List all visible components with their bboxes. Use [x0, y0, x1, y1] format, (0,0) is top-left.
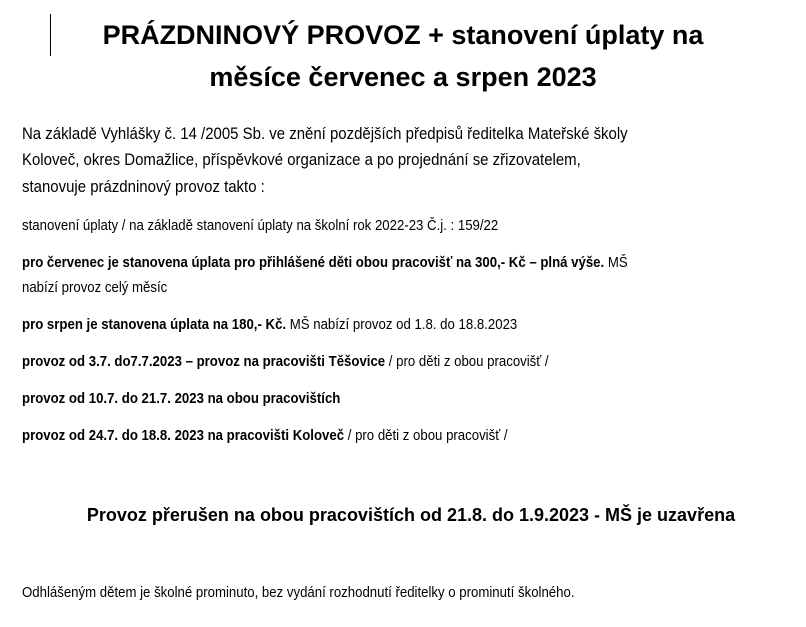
july-fee: [22, 254, 628, 271]
closure-notice: Provoz přerušen na obou pracovištích od 21.8. do 1.9.2023 - MŠ je uzavřena: [86, 505, 736, 525]
schedule-item-3-note: / pro děti z obou pracovišť /: [344, 427, 508, 444]
july-fee-line-2: nabízí provoz celý měsíc: [22, 279, 168, 296]
schedule-item-1-bold: provoz od 3.7. do7.7.2023 – provoz na pracovišti Těšovice: [22, 353, 386, 370]
schedule-item-1: [22, 353, 549, 370]
schedule-item-2-bold: provoz od 10.7. do 21.7. 2023 na obou pracovištích: [22, 390, 341, 407]
footer-note: Odhlášeným dětem je školné prominuto, bez vydání rozhodnutí ředitelky o prominutí školného.: [22, 584, 575, 601]
document-title-line-2: měsíce červenec a srpen 2023: [209, 62, 597, 92]
schedule-item-2: [22, 390, 340, 407]
july-fee-bold: pro červenec je stanovena úplata pro přihlášené děti obou pracovišť na 300,- Kč – plná výše.: [22, 254, 605, 271]
august-fee: [22, 316, 517, 333]
august-fee-note: MŠ nabízí provoz od 1.8. do 18.8.2023: [286, 316, 518, 333]
schedule-item-3: [22, 427, 508, 444]
intro-line-1: Na základě Vyhlášky č. 14 /2005 Sb. ve znění pozdějších předpisů ředitelka Mateřské školy: [22, 124, 628, 143]
intro-line-3: stanovuje prázdninový provoz takto :: [22, 177, 265, 196]
august-fee-bold: pro srpen je stanovena úplata na 180,- Kč.: [22, 316, 287, 333]
fee-basis: stanovení úplaty / na základě stanovení úplaty na školní rok 2022-23 Č.j. : 159/22: [22, 217, 499, 234]
schedule-item-1-note: / pro děti z obou pracovišť /: [385, 353, 549, 370]
july-fee-note: MŠ: [604, 254, 628, 271]
document-title-line-1: PRÁZDNINOVÝ PROVOZ + stanovení úplaty na: [102, 20, 704, 50]
schedule-item-3-bold: provoz od 24.7. do 18.8. 2023 na pracovišti Koloveč: [22, 427, 345, 444]
intro-line-2: Koloveč, okres Domažlice, příspěvkové organizace a po projednání se zřizovatelem,: [22, 150, 581, 169]
